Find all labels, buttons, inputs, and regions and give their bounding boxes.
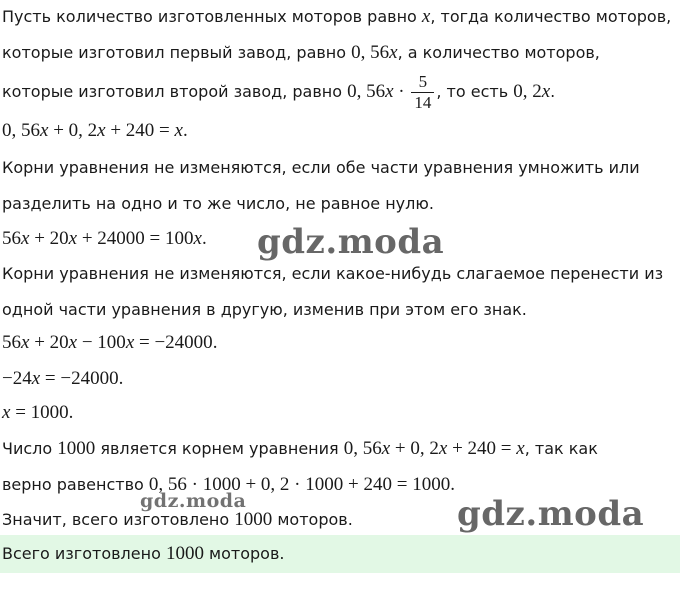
line-2: которые изготовил первый завод, равно 0, 56x, а количество моторов,: [2, 42, 600, 63]
line-1: Пусть количество изготовленных моторов равно x, тогда количество моторов,: [2, 6, 672, 27]
line-conclusion: Значит, всего изготовлено 1000 моторов.: [2, 509, 353, 530]
line-rule-1a: Корни уравнения не изменяются, если обе части уравнения умножить или: [2, 158, 640, 177]
watermark-logo: gdz.moda: [457, 494, 645, 534]
equation-3: 56x + 20x − 100x = −24000.: [2, 332, 218, 353]
answer-text: Всего изготовлено 1000 моторов.: [2, 543, 285, 564]
answer-box: [0, 535, 680, 573]
equation-5: x = 1000.: [2, 402, 74, 423]
line-check-a: Число 1000 является корнем уравнения 0, 56x + 0, 2x + 240 = x, так как: [2, 438, 598, 459]
line-rule-2a: Корни уравнения не изменяются, если какое-нибудь слагаемое перенести из: [2, 264, 664, 283]
fraction-5-14: $\frac{5}{14}$: [411, 72, 434, 113]
line-rule-2b: одной части уравнения в другую, изменив при этом его знак.: [2, 300, 527, 319]
equation-1: 0, 56x + 0, 2x + 240 = x.: [2, 120, 188, 141]
line-check-b: верно равенство 0, 56 · 1000 + 0, 2 · 1000 + 240 = 1000.: [2, 474, 455, 495]
watermark-logo: gdz.moda: [140, 490, 247, 512]
watermark-logo: gdz.moda: [257, 222, 445, 262]
equation-2: 56x + 20x + 24000 = 100x.: [2, 228, 207, 249]
equation-4: −24x = −24000.: [2, 368, 124, 389]
line-3: которые изготовил второй завод, равно 0, 56x · $\frac{5}{14}$ , то есть 0, 2x.: [2, 72, 556, 112]
line-rule-1b: разделить на одно и то же число, не равное нулю.: [2, 194, 434, 213]
